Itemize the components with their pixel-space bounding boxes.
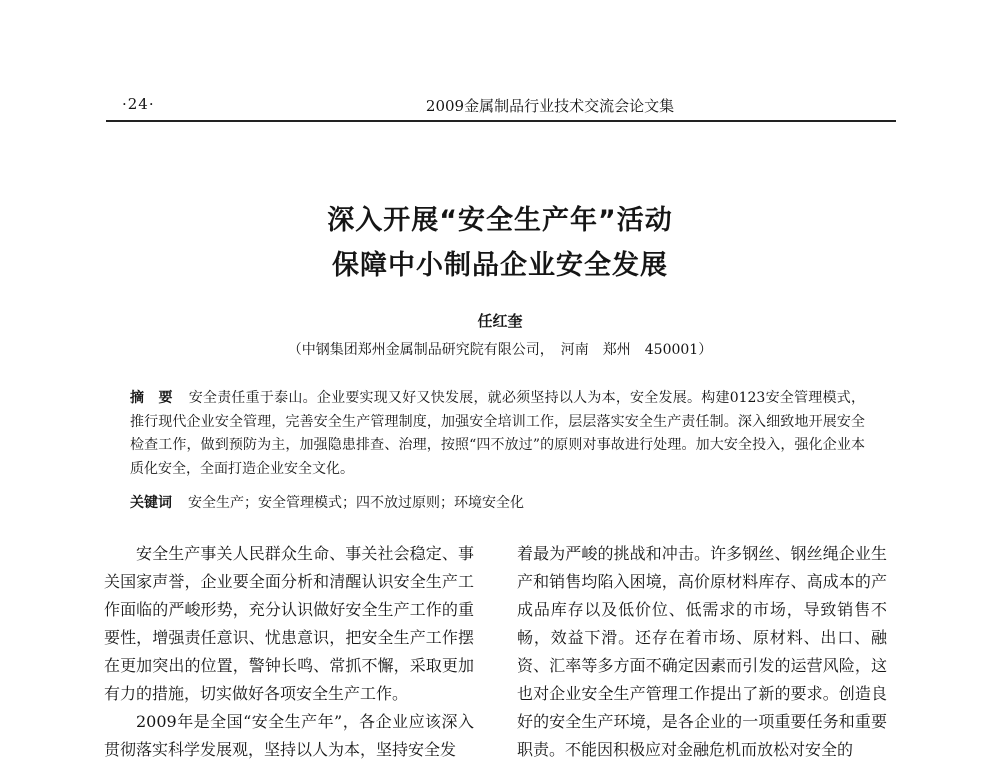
author-affiliation: （中钢集团郑州金属制品研究院有限公司， 河南 郑州 450001） [287, 342, 713, 358]
article-title-line-2: 保障中小制品企业安全发展 [332, 250, 668, 281]
header-divider [106, 120, 896, 122]
body-column-right [517, 540, 887, 764]
abstract-label: 摘 要 [130, 390, 173, 406]
abstract [130, 387, 865, 481]
author-name: 任红奎 [477, 312, 523, 330]
keywords [130, 492, 865, 512]
body-paragraph: 安全生产事关人民群众生命、事关社会稳定、事关国家声誉，企业要全面分析和清醒认识安全生产工作面临的严峻形势，充分认识做好安全生产工作的重要性，增强责任意识、忧患意识，把安全生产工作摆在更加突出的位置，警钟长鸣、常抓不懈，采取更加有力的措施，切实做好各项安全生产工作。 [104, 544, 474, 703]
body-paragraph-continued: 着最为严峻的挑战和冲击。许多钢丝、钢丝绳企业生产和销售均陷入困境，高价原材料库存、高成本的产成品库存以及低价位、低需求的市场，导致销售不畅，效益下滑。还存在着市场、原材料、出口、融资、汇率等多方面不确定因素而引发的运营风险，这也对企业安全生产管理工作提出了新的要求。创造良好的安全生产环境，是各企业的一项重要任务和重要职责。不能因积极应对金融危机而放松对安全的 [517, 544, 887, 759]
keywords-label: 关键词 [130, 495, 172, 511]
body-paragraph: 2009年是全国“安全生产年”，各企业应该深入贯彻落实科学发展观，坚持以人为本，坚持安全发 [104, 712, 474, 759]
running-title: 2009金属制品行业技术交流会论文集 [425, 97, 675, 115]
abstract-text: 安全责任重于泰山。企业要实现又好又快发展，就必须坚持以人为本，安全发展。构建0123安全管理模式，推行现代企业安全管理，完善安全生产管理制度，加强安全培训工作，层层落实安全生产责任制。深入细致地开展安全检查工作，做到预防为主，加强隐患排查、治理，按照“四不放过”的原则对事故进行处理。加大安全投入，强化企业本质化安全，全面打造企业安全文化。 [130, 390, 865, 477]
page-number: ·24· [122, 95, 155, 113]
body-column-left [104, 540, 474, 764]
article-title-line-1: 深入开展“安全生产年”活动 [327, 205, 673, 236]
keywords-text: 安全生产；安全管理模式；四不放过原则；环境安全化 [188, 495, 524, 511]
